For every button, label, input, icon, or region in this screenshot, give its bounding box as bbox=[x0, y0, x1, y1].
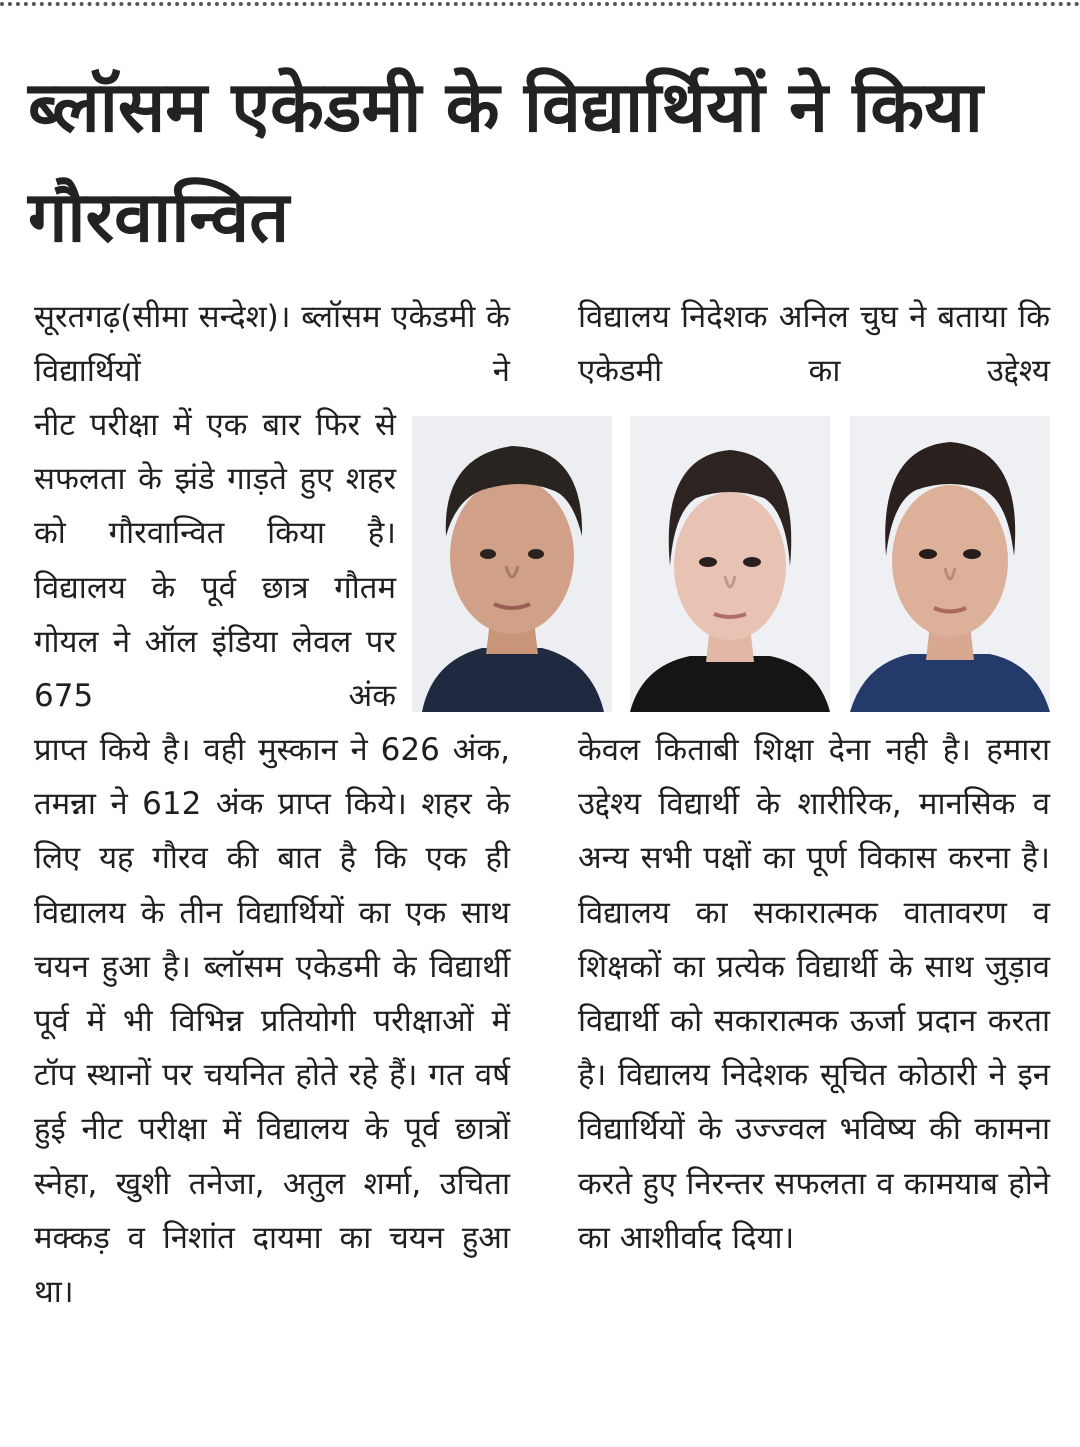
student-portrait-1 bbox=[412, 416, 612, 712]
left-column-intro: सूरतगढ़(सीमा सन्देश)। ब्लॉसम एकेडमी के विद्यार्थियों ने bbox=[34, 299, 510, 390]
student-photo-girl-2 bbox=[850, 416, 1050, 712]
right-column-body: केवल किताबी शिक्षा देना नही है। हमारा उद्देश्य विद्यार्थी के शारीरिक, मानसिक व अन्य सभी पक्षों का पूर्ण विकास करना है। विद्यालय का सकारात्मक वातावरण व शिक्षकों का प्रत्येक विद्यार्थी के साथ जुड़ाव विद्यार्थी को सकारात्मक ऊर्जा प्रदान करता है। विद्यालय निदेशक सूचित कोठारी ने इन विद्यार्थियों के उज्ज्वल भविष्य की कामना करते हुए निरन्तर सफलता व कामयाब होने का आशीर्वाद दिया। bbox=[578, 732, 1050, 1256]
student-photo-girl-1 bbox=[630, 416, 830, 712]
left-column-body: प्राप्त किये है। वही मुस्कान ने 626 अंक, तमन्ना ने 612 अंक प्राप्त किये। शहर के लिए यह गौरव की बात है कि एक ही विद्यालय के तीन विद्यार्थियों का एक साथ चयन हुआ है। ब्लॉसम एकेडमी के विद्यार्थी पूर्व में भी विभिन्न प्रतियोगी परीक्षाओं में टॉप स्थानों पर चयनित होते रहे हैं। गत वर्ष हुई नीट परीक्षा में विद्यालय के पूर्व छात्रों स्नेहा, खुशी तनेजा, अतुल शर्मा, उचिता मक्कड़ व निशांत दायमा का चयन हुआ था। bbox=[34, 732, 510, 1311]
student-portrait-2 bbox=[630, 416, 830, 712]
student-photo-boy bbox=[412, 416, 612, 712]
left-column-beside-photos: नीट परीक्षा में एक बार फिर से सफलता के झंडे गाड़ते हुए शहर को गौरवान्वित किया है। विद्यालय के पूर्व छात्र गौतम गोयल ने ऑल इंडिया लेवल पर 675 अंक bbox=[34, 407, 396, 715]
headline: ब्लॉसम एकेडमी के विद्यार्थियों ने किया गौरवान्वित bbox=[28, 66, 983, 258]
top-dotted-rule bbox=[0, 2, 1080, 6]
student-portrait-3 bbox=[850, 416, 1050, 712]
right-column-intro: विद्यालय निदेशक अनिल चुघ ने बताया कि एकेडमी का उद्देश्य bbox=[578, 299, 1050, 390]
